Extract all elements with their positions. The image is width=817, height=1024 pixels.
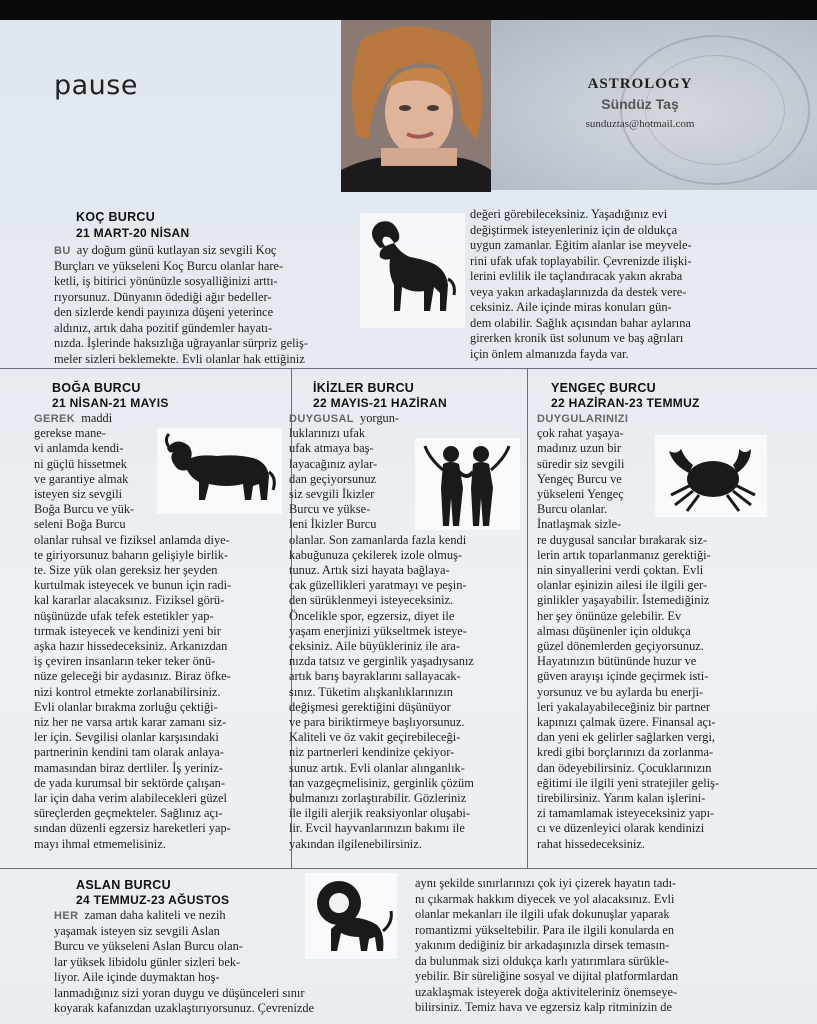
koc-line: Burçları ve yükseleni Koç Burcu olanlar hare- <box>54 258 284 273</box>
ikizler-line: Kaliteli ve öz vakit geçirebileceği- <box>289 730 461 745</box>
author-photo <box>341 20 491 192</box>
yengec-line: dan yeni ek gelirler sağlarken vergi, <box>537 730 715 745</box>
koc-line: ceksiniz. Aile içinde miras konuları gün- <box>470 300 672 314</box>
ikizler-line: tunuz. Artık sizi hayata bağlaya- <box>289 563 450 577</box>
boga-dates: 21 NİSAN-21 MAYIS <box>52 396 169 410</box>
boga-line: vi anlamda kendi- <box>34 441 124 456</box>
boga-title: BOĞA BURCU <box>52 381 141 395</box>
yengec-title: YENGEÇ BURCU <box>551 381 656 395</box>
aslan-line: yebilir. Bir süreliğine sosyal ve dijital platformlardan <box>415 969 679 983</box>
yengec-line: Yengeç Burcu ve <box>537 471 622 486</box>
yengec-line: güzel dönemlerden geçiyorsunuz. <box>537 639 704 653</box>
ikizler-line: yaşam enerjinizi yükseltmek isteye- <box>289 623 467 638</box>
yengec-line: re duygusal sancılar bırakarak siz- <box>537 532 707 547</box>
ikizler-line: luklarınızı ufak <box>289 426 366 441</box>
top-bar <box>0 0 817 20</box>
ikizler-line: Öncelikle spor, egzersiz, diyet ile <box>289 608 455 623</box>
divider <box>0 368 817 369</box>
section-heading: ASTROLOGY <box>587 76 693 92</box>
ikizler-line: olanlar. Son zamanlarda fazla kendi <box>289 532 467 547</box>
yengec-line: nin sinyallerini verdi çoktan. Evli <box>537 563 704 577</box>
boga-line: mamasından biraz dertliler. İş yeriniz- <box>34 760 223 775</box>
aslan-line: koyarak kafanızdan uzaklaştırıyorsunuz. Çevrenizde <box>54 1001 315 1015</box>
ikizler-line: artık barış bayraklarını sallayacak- <box>289 669 461 684</box>
yengec-dates: 22 HAZİRAN-23 TEMMUZ <box>551 396 700 410</box>
boga-line: ler için. Sevgilisi olanlar karşısındaki <box>34 730 219 745</box>
koc-lead: BU <box>54 245 71 257</box>
yengec-line: Hayatınızın bütününde huzur ve <box>537 654 697 669</box>
aslan-line: yaşamak isteyen siz sevgili Aslan <box>54 923 220 938</box>
column-divider <box>527 368 528 868</box>
ikizler-line: tan vazgeçmelisiniz, gerginlik çözüm <box>289 775 474 790</box>
yengec-line: lerin artık toparlanmanız gerektiği- <box>537 547 711 562</box>
yengec-line: güven arayışı içinde geçirmek isti- <box>537 669 709 684</box>
ikizler-line: sunuz artık. Evli olanlar alınganlık- <box>289 760 465 775</box>
yengec-lead: DUYGULARINIZI <box>537 413 629 425</box>
gemini-icon <box>415 438 520 530</box>
boga-line: nüze geleceği bir aydasınız. Biraz öfke- <box>34 669 231 684</box>
koc-title: KOÇ BURCU <box>76 210 156 224</box>
yengec-line: yükseleni Yengeç <box>537 487 624 501</box>
yengec-line: eğitimi ile ilgili yeni stratejiler geliş- <box>537 775 720 790</box>
boga-line: Boğa Burcu ve yük- <box>34 502 135 517</box>
boga-line: gerekse mane- <box>34 426 106 441</box>
yengec-line: dan ödeyebilirsiniz. Çocuklarınızın <box>537 760 712 775</box>
boga-line: aşka hazır hissedeceksiniz. Arkanızdan <box>34 639 228 653</box>
koc-dates: 21 MART-20 NİSAN <box>76 226 190 240</box>
aslan-line: Burcu ve yükseleni Aslan Burcu olan- <box>54 939 243 953</box>
ikizler-lead: DUYGUSAL <box>289 413 354 425</box>
aslan-line: lanmadığınız sizi yoran duygu ve düşünceleri sınır <box>54 985 305 1000</box>
ikizler-line: Burcu ve yükse- <box>289 502 371 517</box>
koc-line: den sizlerde kendi payınıza düşeni yeterince <box>54 305 274 319</box>
koc-line: değeri görebileceksiniz. Yaşadığınız evi <box>470 207 668 221</box>
boga-line: isteyen siz sevgili <box>34 487 123 501</box>
aries-icon <box>360 213 465 328</box>
ikizler-line: ile ilgili alerjik reaksiyonlar oluşabi- <box>289 806 470 821</box>
yengec-line: kapınızı çalmak üzere. Finansal açı- <box>537 715 716 729</box>
koc-line: aldınız, artık daha pozitif gündemler hayatı- <box>54 320 273 335</box>
koc-line: dem olabilir. Sağlık açısından bahar aylarına <box>470 315 691 330</box>
ikizler-line-0: DUYGUSAL yorgun- <box>289 411 400 425</box>
ikizler-line: niz partnerleri kendinize çekiyor- <box>289 745 455 760</box>
ikizler-line: ve para biriktirmeye başlıyorsunuz. <box>289 715 465 729</box>
koc-line: ketli, iş bitirici yönünüzle sosyalliğinizi arttı- <box>54 274 278 288</box>
yengec-line: her şey önünüze gelebilir. Ev <box>537 608 682 623</box>
boga-line: nizi kontrol etmekte zorlanabilirsiniz. <box>34 684 221 699</box>
yengec-line: ginlikler yaşayabilir. İstemediğiniz <box>537 593 710 608</box>
author-name: Sündüz Taş <box>601 96 679 112</box>
koc-line: rıyorsunuz. Dünyanın ödediği ağır bedeller- <box>54 289 272 304</box>
boga-line: lar için daha verim alabilecekleri güzel <box>34 791 227 805</box>
yengec-line: zi tamamlamak isteyeceksiniz yapı- <box>537 806 715 821</box>
koc-line: girerken kronik üst solunum ve baş ağrıları <box>470 331 684 345</box>
boga-line: kal kararlar alacaksınız. Fiziksel görü- <box>34 593 225 608</box>
yengec-line: kredi gibi borçlarınızı da zorlanma- <box>537 745 714 760</box>
yengec-line: madınız uzun bir <box>537 441 621 456</box>
taurus-icon <box>157 428 282 514</box>
yengec-line: alması düşünenler için oldukça <box>537 623 691 638</box>
koc-line: nızda. İşlerinde haksızlığa uğrayanlar sürpriz geliş- <box>54 336 308 350</box>
ikizler-line: ufak atmaya baş- <box>289 441 374 456</box>
aslan-line: romantizmi yükseltebilir. Para ile ilgili konularda en <box>415 922 675 937</box>
yengec-line: yorsunuz ve bu aylarda bu enerji- <box>537 684 704 699</box>
aslan-lead: HER <box>54 910 79 922</box>
yengec-line: cı ve düzenleyici olarak kendinizi <box>537 821 705 836</box>
boga-line: te. Size yük olan gereksiz her şeyden <box>34 563 218 577</box>
aslan-title: ASLAN BURCU <box>76 878 171 892</box>
aslan-line: liyor. Aile içinde duymaktan hoş- <box>54 970 220 984</box>
koc-line: meler sizleri beklemekte. Evli olanlar hak ettiğiniz <box>54 351 305 366</box>
author-email[interactable]: sunduztas@hotmail.com <box>585 118 695 130</box>
ikizler-line: ceksiniz. Aile büyükleriniz ile ara- <box>289 639 460 653</box>
koc-line-0: BU ay doğum günü kutlayan siz sevgili Koç <box>54 243 277 257</box>
yengec-line-0 <box>537 411 631 428</box>
boga-line: sından düzenli egzersiz hareketleri yap- <box>34 821 231 836</box>
boga-line: partnerinin kendini tam olarak anlaya- <box>34 745 224 760</box>
boga-line-0: GEREK maddi <box>34 411 113 425</box>
ikizler-line: den sürüklenmeyi isteyeceksiniz. <box>289 593 454 608</box>
yengec-line: olanlar eşinizin ailesi ile ilgili ger- <box>537 578 708 593</box>
aslan-line: da bulunmak sizi oldukça karlı yatırımlara sürükle- <box>415 953 669 968</box>
ikizler-line: yakından ilgilenebilirsiniz. <box>289 836 422 851</box>
boga-line: niz her ne varsa artık karar zamanı siz- <box>34 715 227 729</box>
ikizler-title: İKİZLER BURCU <box>313 381 415 395</box>
aslan-line: nı çıkarmak hakkım diyecek ve yol alacaksınız. Evli <box>415 891 675 906</box>
magazine-logo: pause <box>54 70 138 101</box>
aslan-line-0: HER zaman daha kaliteli ve nezih <box>54 908 226 922</box>
boga-line: ni güçlü hissetmek <box>34 456 127 471</box>
ikizler-line: layacağınız aylar- <box>289 456 378 471</box>
ikizler-line: kabuğunuza çekilerek izole olmuş- <box>289 547 463 562</box>
boga-line: te giriyorsunuz baharın gelişiyle birlik- <box>34 547 229 562</box>
ikizler-line: değişmesi gerektiğini düşünüyor <box>289 699 451 714</box>
ikizler-line: bulmanızı zorlaştırabilir. Gözleriniz <box>289 791 467 805</box>
aslan-dates: 24 TEMMUZ-23 AĞUSTOS <box>76 893 230 907</box>
aslan-line: aynı şekilde sınırlarınızı çok iyi çizerek hayatın tadı- <box>415 876 677 890</box>
yengec-line: tirebilirsiniz. Yarım kalan işlerini- <box>537 791 706 805</box>
ikizler-line: lir. Evcil hayvanlarınızın bakımı ile <box>289 821 465 836</box>
aslan-line: bilirsiniz. Temiz hava ve egzersiz kalp ritminizin de <box>415 1000 672 1014</box>
yengec-line: çok rahat yaşaya- <box>537 426 624 441</box>
ikizler-dates: 22 MAYIS-21 HAZİRAN <box>313 396 447 410</box>
boga-line: nüşünüzde ufak tefek estetikler yap- <box>34 608 214 623</box>
ikizler-line: leni İkizler Burcu <box>289 517 377 532</box>
koc-line: değiştirmek isteyenleriniz için de oldukça <box>470 222 678 237</box>
boga-line: olanlar ruhsal ve fiziksel anlamda diye- <box>34 532 230 547</box>
boga-line: Evli olanlar bırakma zorluğu çektiği- <box>34 699 218 714</box>
aslan-line: lar yüksek libidolu günler sizleri bek- <box>54 954 241 969</box>
koc-line: uygun zamanlar. Eğitim alanlar ise meyvele- <box>470 238 692 252</box>
yengec-line: Burcu olanlar. <box>537 502 608 517</box>
yengec-line: süredir siz sevgili <box>537 456 625 471</box>
ikizler-line: sınız. Tüketim alışkanlıklarınızın <box>289 684 453 699</box>
cancer-icon <box>655 435 767 517</box>
yengec-line: İnatlaşmak sizle- <box>537 517 622 532</box>
yengec-line: leri yakalayabileceğiniz bir partner <box>537 699 711 714</box>
koc-line: rini ufak ufak toplayabilir. Çevrenizde ilişki- <box>470 253 692 268</box>
ikizler-line: dan geçiyorsunuz <box>289 471 377 486</box>
leo-icon <box>305 873 397 959</box>
boga-line: de yada kurumsal bir sektörde çalışan- <box>34 775 225 790</box>
boga-line: ve garantiye almak <box>34 471 129 486</box>
boga-line: seleni Boğa Burcu <box>34 517 126 532</box>
ikizler-line: nızda tatsız ve gerginlik yaşadıysanız <box>289 654 474 669</box>
boga-line: kurtulmak isteyecek ve bunun için radi- <box>34 578 232 593</box>
boga-line: tırmak isteyecek ve kendinizi yeni bir <box>34 623 221 638</box>
aslan-line: yakınım dediğiniz bir arkadaşınızla dirsek temasın- <box>415 938 670 952</box>
boga-line: mayı ihmal etmemelisiniz. <box>34 836 166 851</box>
boga-line: süreçlerden geçmekteler. Sağlınız açı- <box>34 806 223 821</box>
koc-line: lerini evlilik ile taçlandıracak yakın akraba <box>470 269 683 283</box>
yengec-line: rahat hissedeceksiniz. <box>537 836 646 851</box>
ikizler-line: siz sevgili İkizler <box>289 487 375 501</box>
aslan-line: uzaklaşmak isteyerek doğa aktiviteleriniz önemseye- <box>415 984 678 999</box>
aslan-line: olanlar mekanları ile ilgili ufak dokunuşlar yaparak <box>415 907 670 921</box>
koc-line: veya yakın arkadaşlarınızda da destek vere- <box>470 284 687 299</box>
divider <box>0 868 817 869</box>
boga-lead: GEREK <box>34 413 76 425</box>
boga-line: iş çeviren insanların teker teker önü- <box>34 654 216 669</box>
ikizler-line: cak güzellikleri yaratmayı ve peşin- <box>289 578 467 593</box>
koc-line: için önlem almanızda fayda var. <box>470 346 629 361</box>
